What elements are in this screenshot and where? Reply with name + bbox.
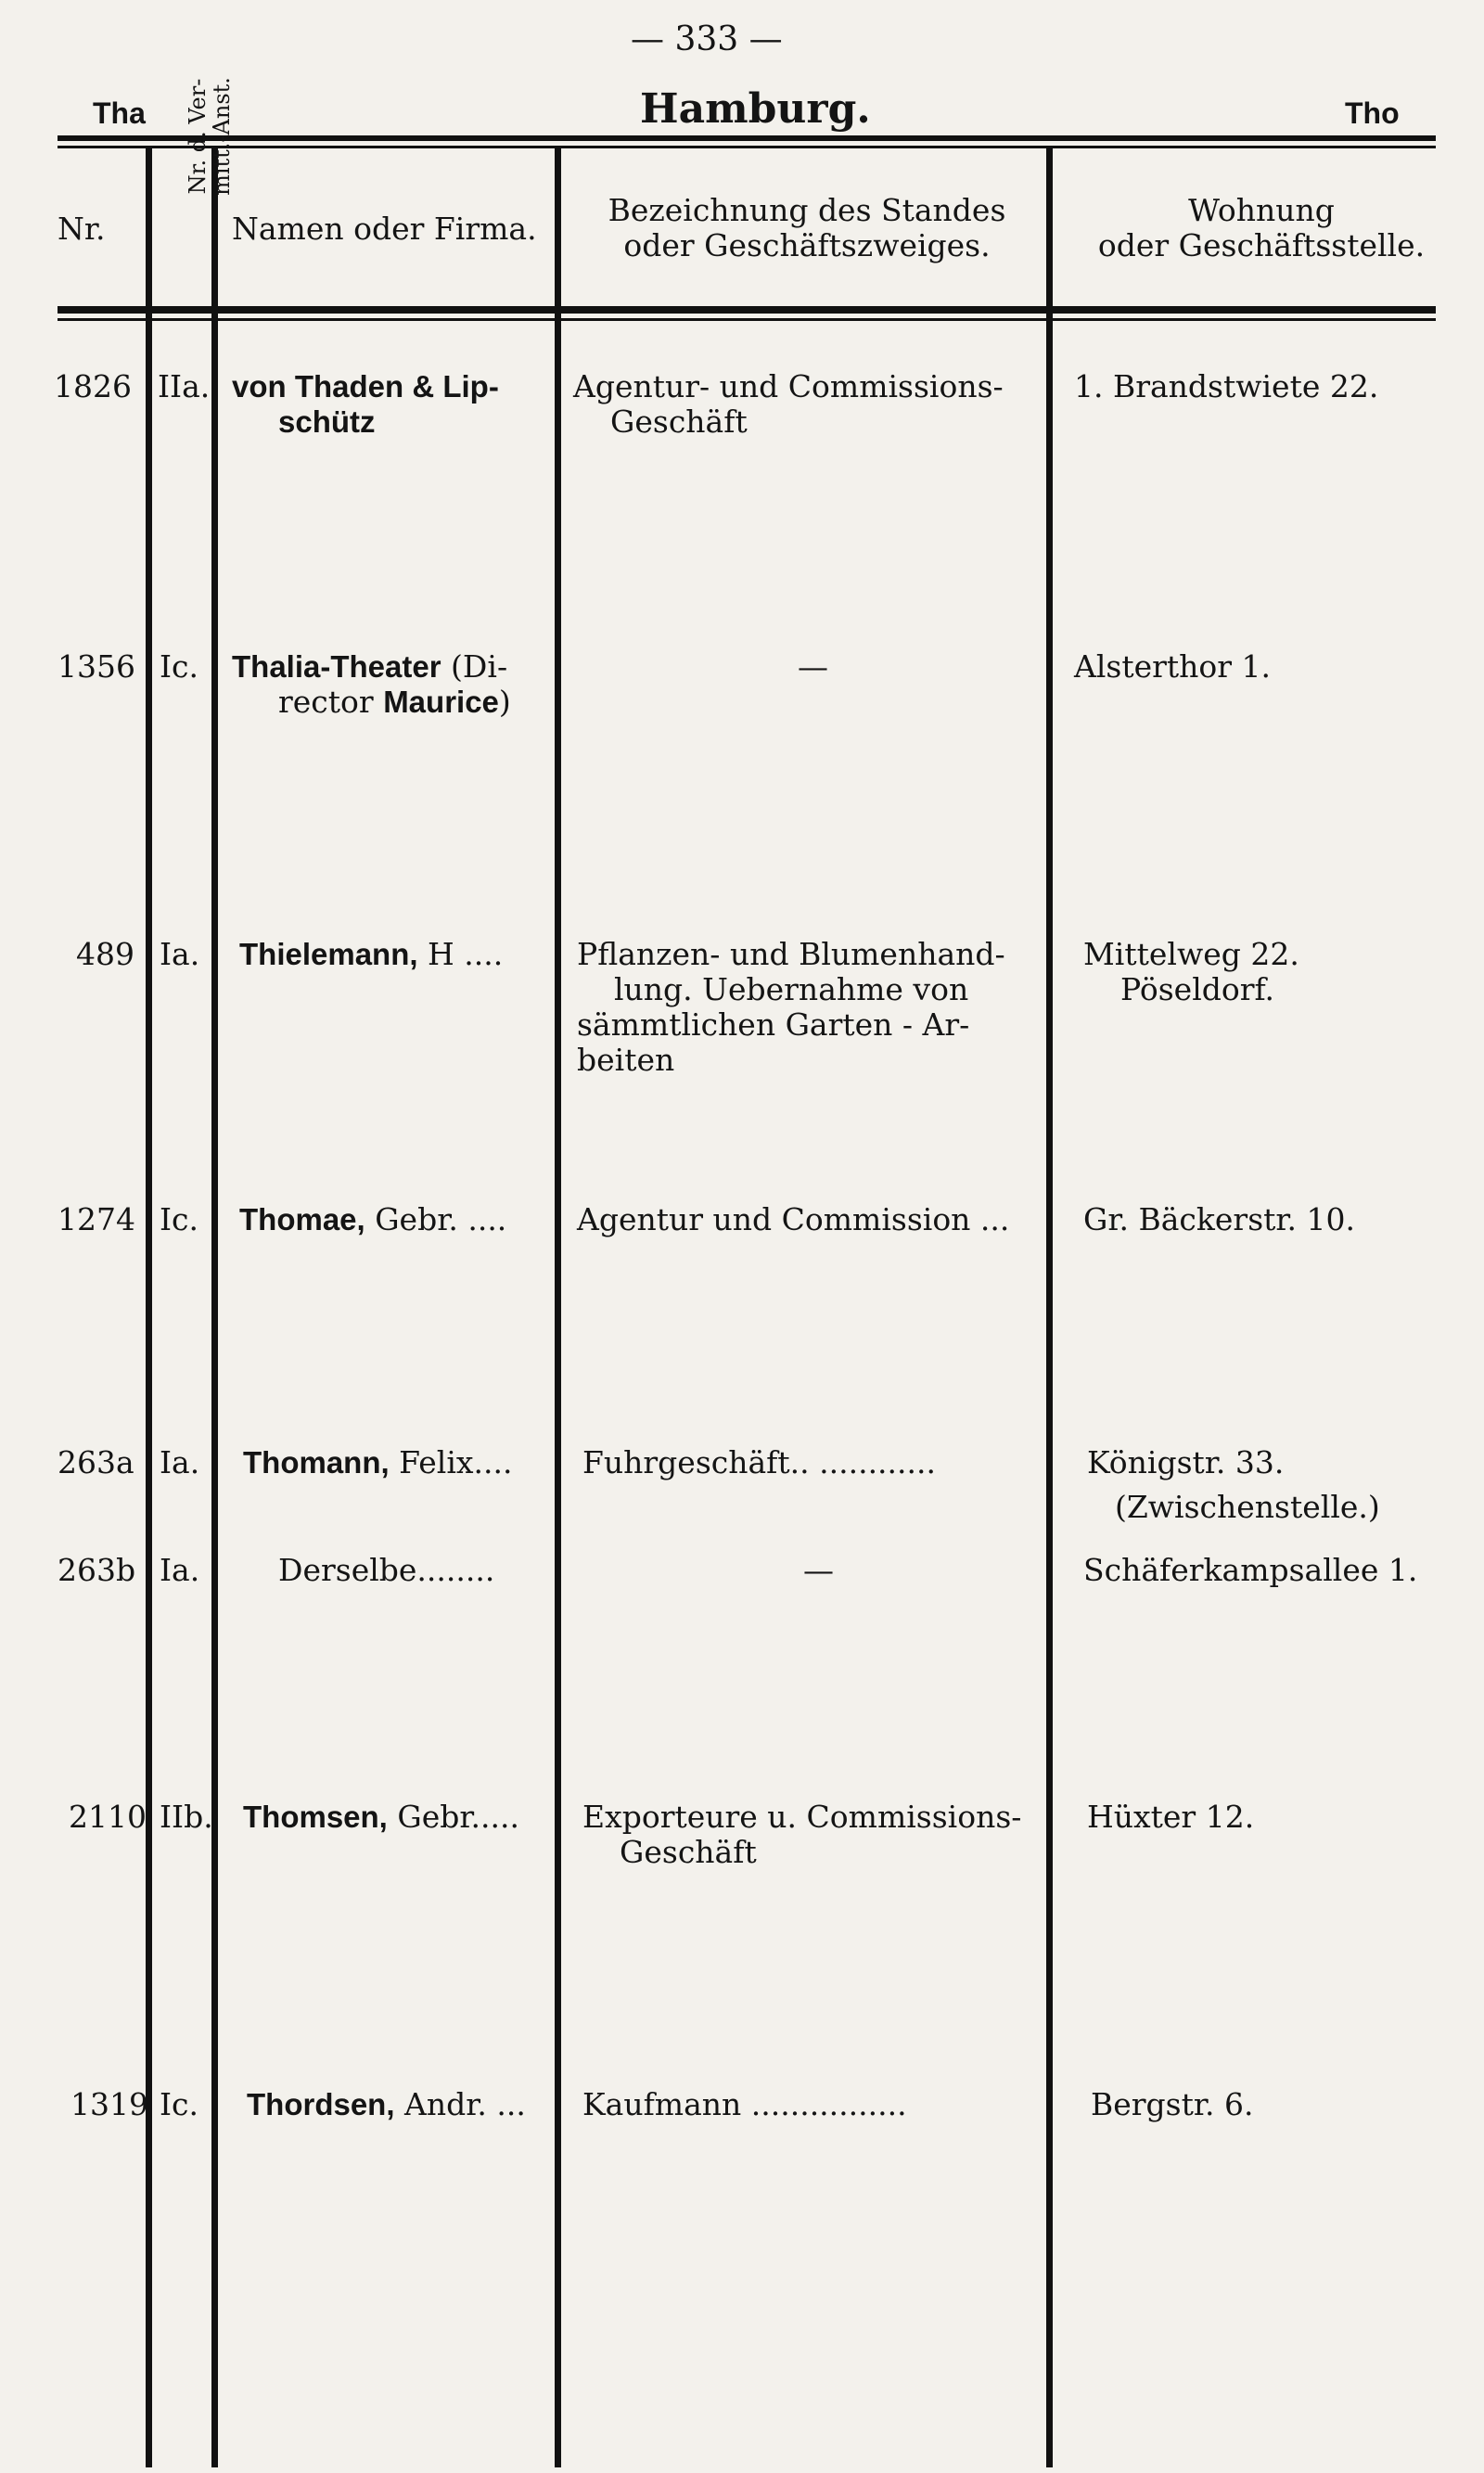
address-header-line1: Wohnung	[1188, 192, 1335, 228]
entry-name-bold: Thomann,	[243, 1445, 390, 1480]
entry-address: Schäferkampsallee 1.	[1083, 1552, 1418, 1588]
entry-address: Alsterthor 1.	[1074, 648, 1272, 685]
entry-trade: Agentur und Commission ...	[577, 1201, 1010, 1237]
trade-line: Exporteure u. Commissions-	[582, 1799, 1022, 1835]
entry-name-bold: von Thaden & Lip-	[232, 369, 499, 404]
entry-name	[243, 1800, 519, 1835]
entry-name-rest: (Di-	[441, 648, 508, 685]
entry-nr: 1319	[70, 2086, 148, 2122]
column-header-address	[1076, 193, 1447, 263]
address-line: Pöseldorf.	[1120, 971, 1275, 1007]
divider-agency	[211, 148, 218, 2467]
entry-class: IIa.	[158, 368, 211, 404]
trade-line: Geschäft	[610, 404, 748, 440]
entry-address: Gr. Bäckerstr. 10.	[1083, 1201, 1356, 1237]
entry-name-rest: Gebr.....	[387, 1799, 519, 1835]
entry-class: Ia.	[160, 936, 200, 972]
entry-class: Ia.	[160, 1444, 200, 1480]
entry-name	[232, 369, 499, 440]
agency-header-line2: mitt.-Anst.	[209, 77, 235, 196]
entry-trade: —	[803, 1552, 834, 1588]
entry-name	[232, 649, 511, 720]
entry-nr: 1826	[54, 368, 132, 404]
trade-line: lung. Uebernahme von	[614, 971, 969, 1007]
entry-address: Bergstr. 6.	[1091, 2086, 1254, 2122]
entry-nr: 263b	[58, 1552, 136, 1588]
trade-line: Pflanzen- und Blumenhand-	[577, 936, 1005, 972]
entry-name-bold: Thalia-Theater	[232, 649, 441, 684]
header-bottom-rule-thin	[58, 318, 1436, 321]
address-line: (Zwischenstelle.)	[1115, 1489, 1380, 1525]
trade-line: beiten	[577, 1042, 675, 1078]
address-line: Mittelweg 22.	[1083, 936, 1299, 972]
page-title: Hamburg.	[640, 85, 871, 133]
entry-trade: Kaufmann ................	[582, 2086, 907, 2122]
column-header-agency	[186, 58, 234, 215]
entry-name-rest: Felix....	[389, 1444, 513, 1480]
entry-trade: Fuhrgeschäft.. ............	[582, 1444, 936, 1480]
entry-name-bold: Thomae,	[239, 1202, 365, 1236]
entry-address: Hüxter 12.	[1087, 1799, 1255, 1835]
trade-line: Geschäft	[620, 1834, 757, 1870]
entry-trade: —	[798, 648, 828, 685]
trade-header-line1: Bezeichnung des Standes	[608, 192, 1006, 228]
header-top-rule	[58, 135, 1436, 141]
entry-nr: 1274	[58, 1201, 135, 1237]
entry-name-rest: Andr. ...	[394, 2086, 526, 2122]
entry-nr: 263a	[58, 1444, 134, 1480]
entry-class: Ic.	[160, 648, 199, 685]
guide-word-right: Tho	[1345, 96, 1400, 130]
entry-name	[239, 937, 503, 972]
entry-name	[239, 1202, 506, 1237]
entry-nr: 489	[76, 936, 134, 972]
header-top-rule-thin	[58, 146, 1436, 148]
entry-name-bold: Thomsen,	[243, 1800, 388, 1834]
entry-name-rest: Gebr. ....	[365, 1201, 507, 1237]
entry-name	[247, 2087, 526, 2122]
trade-line: sämmtlichen Garten - Ar-	[577, 1006, 970, 1043]
entry-trade	[582, 1800, 1021, 1870]
entry-address: 1. Brandstwiete 22.	[1074, 368, 1379, 404]
trade-header-line2: oder Geschäftszweiges.	[623, 227, 991, 263]
entry-name-bold: Thielemann,	[239, 937, 418, 971]
column-header-nr: Nr.	[58, 211, 106, 247]
entry-name-bold: Thordsen,	[247, 2087, 395, 2121]
column-header-trade	[594, 193, 1020, 263]
entry-name-bold-cont: schütz	[278, 404, 376, 439]
entry-class: Ic.	[160, 2086, 199, 2122]
entry-name-bold: Maurice	[383, 685, 499, 719]
agency-header-line1: Nr. d. Ver-	[185, 78, 211, 195]
entry-nr: 2110	[69, 1799, 147, 1835]
entry-nr: 1356	[58, 648, 135, 685]
guide-word-left: Tha	[93, 96, 146, 130]
entry-class: Ic.	[160, 1201, 199, 1237]
entry-name-rest: rector	[278, 684, 384, 720]
entry-class: Ia.	[160, 1552, 200, 1588]
entry-name: Derselbe........	[278, 1552, 495, 1588]
header-bottom-rule	[58, 306, 1436, 314]
trade-line: Agentur- und Commissions-	[573, 368, 1004, 404]
divider-name	[555, 148, 561, 2467]
entry-name	[243, 1445, 512, 1480]
address-header-line2: oder Geschäftsstelle.	[1097, 227, 1426, 263]
entry-trade	[573, 369, 1004, 440]
divider-trade	[1046, 148, 1053, 2467]
entry-address	[1087, 1445, 1380, 1525]
address-line: Königstr. 33.	[1087, 1444, 1285, 1480]
entry-name-rest: )	[498, 684, 511, 720]
column-header-name: Namen oder Firma.	[232, 211, 537, 247]
page-number: — 333 —	[631, 20, 783, 58]
entry-trade	[577, 937, 1005, 1078]
entry-address	[1083, 937, 1299, 1007]
entry-class: IIb.	[160, 1799, 213, 1835]
entry-name-rest: H ....	[417, 936, 504, 972]
